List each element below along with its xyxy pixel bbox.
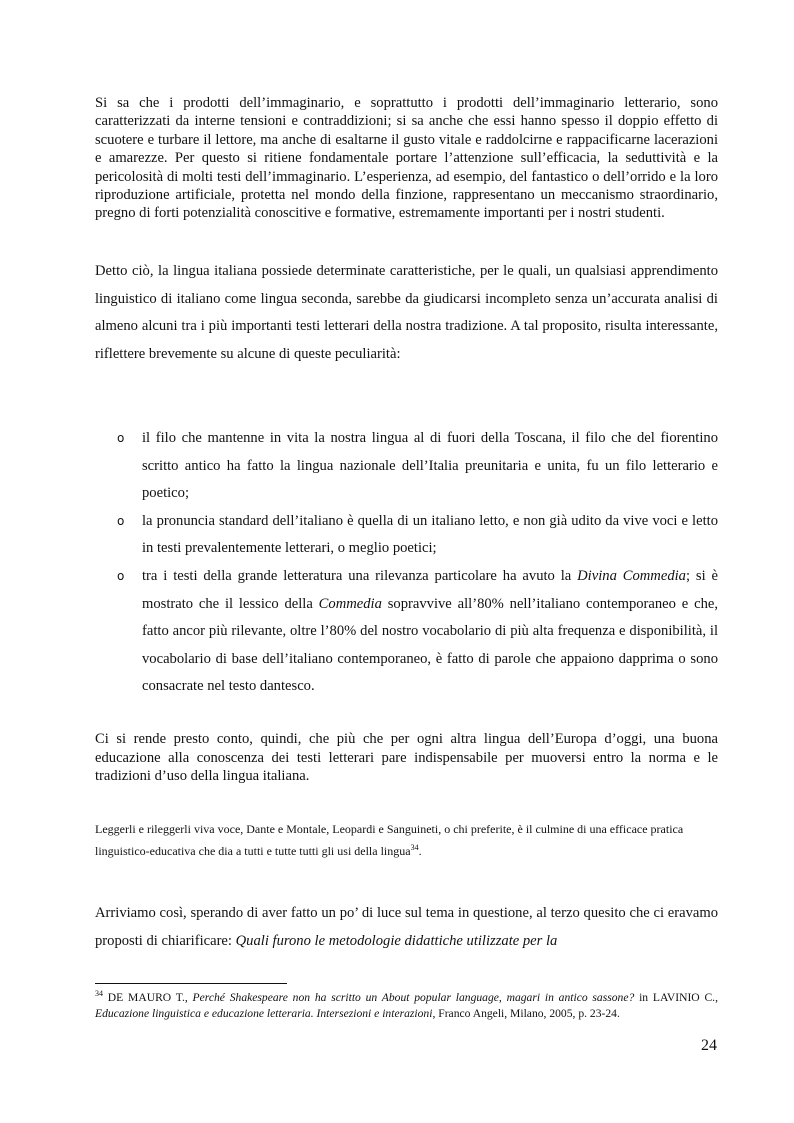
footnote: $^{34}$ DE MAURO T., Perché Shakespeare non ha scritto un About popular language, magari in antico sassone? in LAVINIO C., Educazione linguistica e educazione letteraria. Intersezioni e interazioni, Franco Angeli, Milano, 2005, p. 23-24. bbox=[95, 989, 718, 1021]
peculiarities-list bbox=[95, 425, 718, 701]
list-item bbox=[95, 508, 718, 563]
list-item-text: tra i testi della grande letteratura una rilevanza particolare ha avuto la Divina Commedia; si è mostrato che il lessico della Commedia sopravvive all’80% nell’italiano contemporaneo e che, fatto ancor più rilevante, oltre l’80% del nostro vocabolario di più alta frequenza e disponibilità, il vocabolario di base dell’italiano contemporaneo, è fatto di parole che appaiono dapprima o sono consacrate nel testo dantesco. bbox=[142, 567, 718, 695]
list-item bbox=[95, 563, 718, 701]
footnote-reference[interactable]: 34 bbox=[410, 843, 419, 852]
paragraph-imaginary-products: Si sa che i prodotti dell’immaginario, e soprattutto i prodotti dell’immaginario letterario, sono caratterizzati da interne tensioni e contraddizioni; si sa anche che essi hanno spesso il doppio effetto di scuotere e turbare il lettore, ma anche di esaltarne il gusto vitale e raddolcirne e rappacificarne lacerazioni e amarezze. Per questo si ritiene fondamentale portare l’attenzione sull’efficacia, la seduttività e la pericolosità di molti testi dell’immaginario. L’esperienza, ad esempio, del fantastico o dell’orrido e la loro riproduzione artificiale, protetta nel mondo della finzione, rappresentano un meccanismo straordinario, pregno di forti potenzialità conoscitive e formative, estremamente importanti per i nostri studenti. bbox=[95, 95, 718, 222]
list-item-text: il filo che mantenne in vita la nostra lingua al di fuori della Toscana, il filo che del fiorentino scritto antico ha fatto la lingua nazionale dell’Italia preunitaria e unita, fu un filo letterario e poetico; bbox=[142, 430, 718, 502]
block-quote: Leggerli e rileggerli viva voce, Dante e Montale, Leopardi e Sanguineti, o chi preferite, è il culmine di una efficace pratica linguistico-educativa che dia a tutti e tutte tutti gli usi della lingua$^{34}$. bbox=[95, 822, 684, 858]
bullet-icon: o bbox=[117, 513, 125, 528]
footnote-title-1: Perché Shakespeare non ha scritto un About popular language, magari in antico sassone? bbox=[192, 991, 635, 1004]
paragraph-italian-language: Detto ciò, la lingua italiana possiede determinate caratteristiche, per le quali, un qualsiasi apprendimento linguistico di italiano come lingua seconda, sarebbe da giudicarsi incompleto senza un’accurata analisi di almeno alcuni tra i più importanti testi letterari della nostra tradizione. A tal proposito, risulta interessante, riflettere brevemente su alcune di queste peculiarità: bbox=[95, 263, 718, 362]
bullet-icon: o bbox=[117, 568, 125, 583]
footnote-separator bbox=[95, 983, 287, 984]
quote-text: Leggerli e rileggerli viva voce, Dante e Montale, Leopardi e Sanguineti, o chi preferite, è il culmine di una efficace pratica linguistico-educativa che dia a tutti e tutte tutti gli usi della lingua bbox=[95, 822, 684, 858]
list-item-text: la pronuncia standard dell’italiano è quella di un italiano letto, e non già udito da vive voci e letto in testi prevalentemente letterari, o meglio poetici; bbox=[142, 512, 718, 557]
paragraph-third-question: Arriviamo così, sperando di aver fatto un po’ di luce sul tema in questione, al terzo quesito che ci eravamo proposti di chiarificare: Quali furono le metodologie didattiche utilizzate per la bbox=[95, 905, 718, 949]
title-commedia: Commedia bbox=[318, 595, 382, 612]
list-item bbox=[95, 425, 718, 508]
bullet-icon: o bbox=[117, 431, 125, 445]
footnote-number: 34 bbox=[95, 989, 103, 999]
paragraph-conclusion: Ci si rende presto conto, quindi, che più che per ogni altra lingua dell’Europa d’oggi, una buona educazione alla conoscenza dei testi letterari pare indispensabile per muoversi entro la norma e le tradizioni d’uso della lingua italiana. bbox=[95, 731, 718, 785]
page-number: 24 bbox=[701, 1037, 717, 1054]
footnote-title-2: Educazione linguistica e educazione letteraria. Intersezioni e interazioni bbox=[95, 1007, 433, 1021]
question-italic: Quali furono le metodologie didattiche utilizzate per la bbox=[235, 932, 558, 949]
title-divina-commedia: Divina Commedia bbox=[577, 567, 686, 584]
